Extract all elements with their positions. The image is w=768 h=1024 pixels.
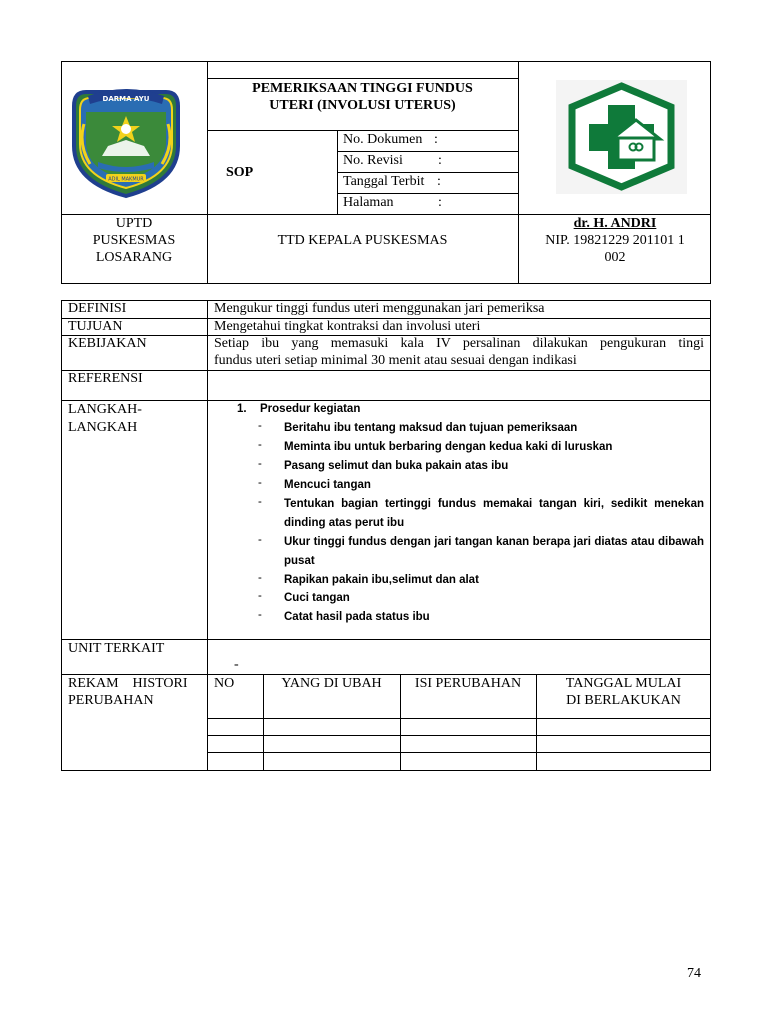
procedure-step: Mencuci tangan [284, 479, 371, 491]
procedure-step: Catat hasil pada status ibu [284, 611, 430, 623]
kebijakan-label: KEBIJAKAN [68, 336, 147, 351]
definisi-label: DEFINISI [68, 301, 127, 316]
emblem-motto-text: ADIL MAKMUR [108, 176, 144, 183]
header-divider [207, 78, 518, 79]
procedure-step: Tentukan bagian tertinggi fundus memakai tangan kiri, sedikit menekan dinding atas perut ibu [284, 498, 704, 529]
history-divider [207, 735, 711, 736]
history-header-no: NO [214, 676, 235, 691]
unit-terkait-label: UNIT TERKAIT [68, 641, 165, 656]
meta-label: Tanggal Terbit [343, 174, 425, 189]
procedure-step: Ukur tinggi fundus dengan jari tangan kanan berapa jari diatas atau dibawah pusat [284, 536, 704, 567]
procedure-step: Beritahu ibu tentang maksud dan tujuan pemeriksaan [284, 422, 578, 434]
step-bullet: - [258, 496, 262, 508]
langkah-label [68, 401, 142, 437]
meta-label: No. Dokumen [343, 132, 423, 147]
langkah-label-line: LANGKAH- [68, 402, 142, 417]
unit-line: PUSKESMAS [92, 233, 176, 248]
procedure-step: Meminta ibu untuk berbaring dengan kedua kaki di luruskan [284, 441, 613, 453]
definisi-text: Mengukur tinggi fundus uteri menggunakan jari pemeriksa [214, 301, 545, 316]
procedure-step: Rapikan pakain ibu,selimut dan alat [284, 574, 479, 586]
history-header-content: ISI PERUBAHAN [414, 676, 522, 691]
head-name: dr. H. ANDRI [573, 216, 657, 231]
page-number: 74 [687, 966, 701, 981]
meta-label: Halaman [343, 195, 394, 210]
unit-terkait-value: - [234, 657, 239, 672]
rekam-histori-label [68, 675, 202, 709]
nip-line: 002 [604, 250, 626, 265]
kebijakan-line: Setiap ibu yang memasuki kala IV persalinan dilakukan pengukuran tingi [214, 336, 704, 351]
history-date-line: TANGGAL MULAI [565, 676, 682, 691]
unit-line: LOSARANG [95, 250, 173, 265]
history-date-line: DI BERLAKUKAN [566, 693, 681, 708]
signature-label: TTD KEPALA PUSKESMAS [277, 233, 448, 248]
meta-separator: : [438, 195, 442, 210]
rekam-label-line: REKAM HISTORI [68, 676, 188, 691]
meta-row [343, 173, 518, 193]
meta-row [343, 152, 518, 172]
document-title [207, 80, 518, 114]
step-bullet: - [258, 590, 262, 602]
step-bullet: - [258, 477, 262, 489]
kebijakan-text [214, 335, 704, 369]
meta-separator: : [438, 153, 442, 168]
history-divider [207, 752, 711, 753]
step-bullet: - [258, 439, 262, 451]
rekam-label-line: PERUBAHAN [68, 693, 154, 708]
body-divider [61, 370, 711, 371]
kebijakan-line: fundus uteri setiap minimal 30 menit atau sesuai dengan indikasi [214, 353, 577, 368]
step-bullet: - [258, 458, 262, 470]
tujuan-label: TUJUAN [68, 319, 123, 334]
meta-label: No. Revisi [343, 153, 403, 168]
sop-label: SOP [226, 165, 254, 180]
history-header-date [536, 675, 711, 709]
nip-line: NIP. 19821229 201101 1 [545, 233, 685, 248]
unit-name [61, 215, 207, 266]
step-bullet: - [258, 420, 262, 432]
step-bullet: - [258, 609, 262, 621]
puskesmas-logo [556, 80, 687, 194]
referensi-label: REFERENSI [68, 371, 143, 386]
history-header-changed: YANG DI UBAH [281, 676, 382, 691]
body-divider [61, 400, 711, 401]
step-bullet: - [258, 572, 262, 584]
procedure-title: Prosedur kegiatan [260, 403, 361, 415]
tujuan-text: Mengetahui tingkat kontraksi dan involusi uteri [214, 319, 481, 334]
procedure-step: Cuci tangan [284, 592, 350, 604]
unit-line: UPTD [115, 216, 153, 231]
emblem-banner-text: DARMA AYU [102, 95, 150, 103]
meta-row [343, 194, 518, 214]
head-of-puskesmas [519, 215, 711, 266]
regional-emblem-logo [66, 84, 186, 199]
procedure-step: Pasang selimut dan buka pakain atas ibu [284, 460, 509, 472]
meta-separator: : [434, 132, 438, 147]
meta-separator: : [437, 174, 441, 189]
step-bullet: - [258, 534, 262, 546]
title-line: UTERI (INVOLUSI UTERUS) [269, 98, 456, 113]
procedure-number: 1. [237, 403, 247, 415]
title-line: PEMERIKSAAN TINGGI FUNDUS [252, 81, 473, 96]
langkah-label-line: LANGKAH [68, 420, 138, 435]
history-divider [207, 718, 711, 719]
meta-row [343, 131, 518, 151]
